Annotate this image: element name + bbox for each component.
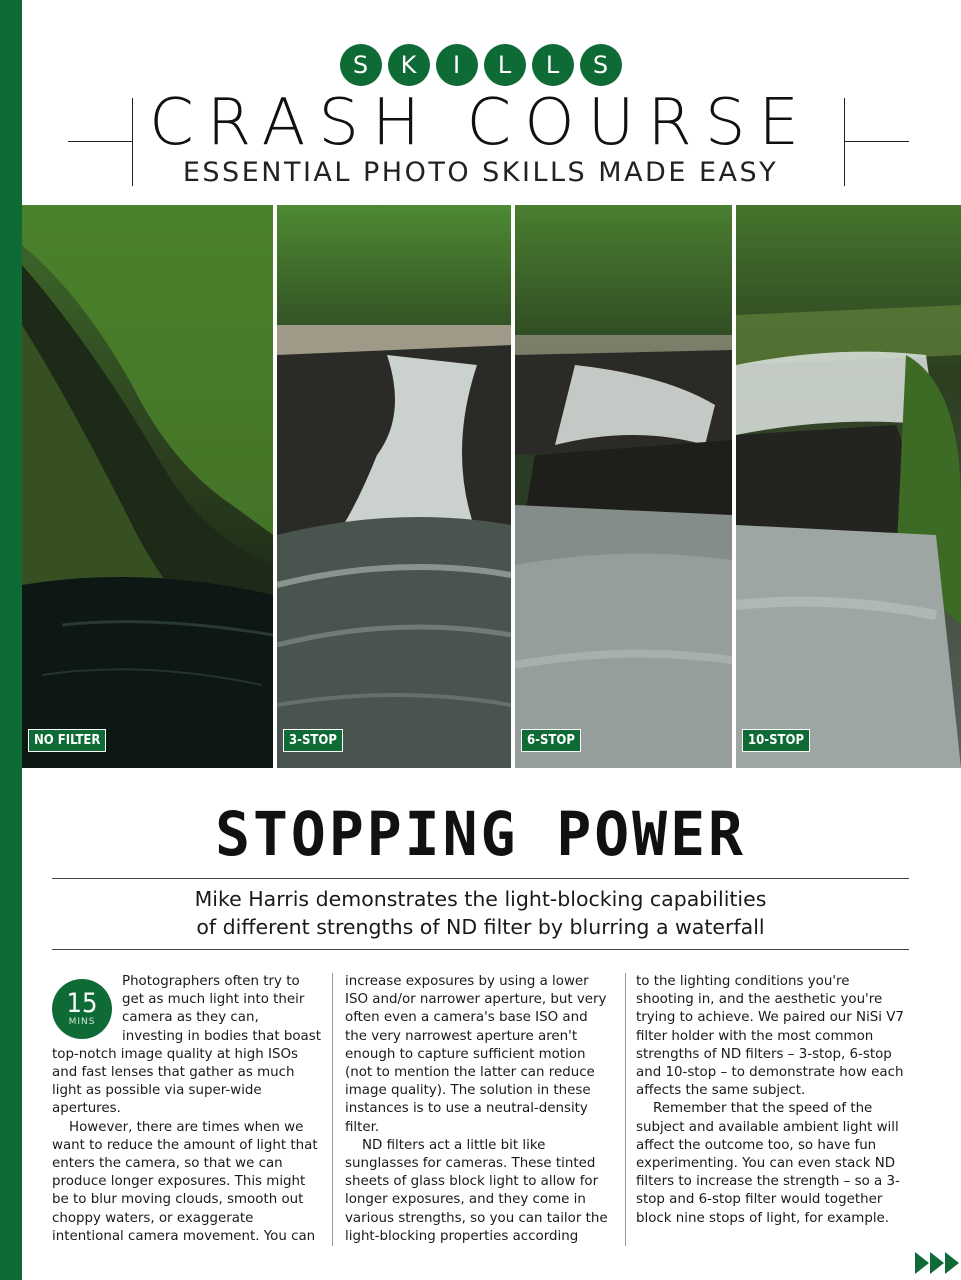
- skills-letter: S: [340, 44, 382, 86]
- skills-letter: L: [484, 44, 526, 86]
- photo-3-stop: [277, 205, 511, 768]
- article-column: [625, 973, 909, 1246]
- photo-label: 6-STOP: [521, 729, 581, 752]
- photo-no-filter: [22, 205, 273, 768]
- standfirst-line: of different strengths of ND filter by blurring a waterfall: [196, 915, 765, 939]
- paragraph: Remember that the speed of the subject and available ambient light will affect the outcome too, so have fun experimenting. You can even stack ND filters to increase the strength – so a 3-stop and 6-stop filter would together block nine stops of light, for example.: [636, 1101, 900, 1226]
- divider-rule: [52, 949, 909, 950]
- paragraph: ND filters act a little bit like sunglasses for cameras. These tinted sheets of glass block light to allow for longer exposures, and they come in various strengths, so you can tailor the light-blocking properties according: [345, 1137, 608, 1244]
- skills-letter: L: [532, 44, 574, 86]
- section-subtitle: ESSENTIAL PHOTO SKILLS MADE EASY: [182, 157, 779, 188]
- waterfall-photo-image: [515, 205, 732, 768]
- skills-letter: S: [580, 44, 622, 86]
- photo-label: 3-STOP: [283, 729, 343, 752]
- photo-label: 10-STOP: [742, 729, 810, 752]
- divider-rule: [52, 878, 909, 879]
- photo-10-stop: [736, 205, 961, 768]
- paragraph: However, there are times when we want to reduce the amount of light that enters the camera, so that we can produce longer exposures. This might be to blur moving clouds, smooth out choppy waters, or exaggerate intentional camera movement. You can: [52, 1119, 318, 1244]
- skills-badge: [0, 44, 961, 86]
- paragraph: increase exposures by using a lower ISO and/or narrower aperture, but very often even a camera's base ISO and the very narrowest aperture aren't enough to capture sufficient motion (not to mention the latter can reduce image quality). The solution in these instances is to use a neutral-density filter.: [345, 974, 607, 1135]
- next-page-arrows-icon[interactable]: [915, 1250, 959, 1276]
- waterfall-photo-strip: [22, 205, 961, 768]
- paragraph: Photographers often try to get as much light into their camera as they can, investing in bodies that boast top-notch image quality at high ISOs and fast lenses that gather as much light as possible via super-wide apertures.: [52, 974, 321, 1117]
- time-badge: [52, 979, 112, 1039]
- time-badge-number: 15: [66, 988, 98, 1019]
- skills-letter: I: [436, 44, 478, 86]
- time-badge-unit: MINS: [68, 1017, 96, 1027]
- section-title: CRASH COURSE: [149, 86, 812, 160]
- waterfall-photo-image: [736, 205, 961, 768]
- green-spine-bar: [0, 0, 22, 1280]
- waterfall-photo-image: [22, 205, 273, 768]
- article-headline: STOPPING POWER: [215, 798, 746, 870]
- article-body: [52, 973, 909, 1246]
- waterfall-photo-image: [277, 205, 511, 768]
- article-column: [52, 973, 332, 1246]
- photo-6-stop: [515, 205, 732, 768]
- paragraph: to the lighting conditions you're shooting in, and the aesthetic you're trying to achieve. We paired our NiSi V7 filter holder with the most common strengths of ND filters – 3-stop, 6-stop and 10-stop – to demonstrate how each affects the same subject.: [636, 974, 904, 1099]
- article-standfirst: [52, 885, 909, 941]
- article-column: [332, 973, 625, 1246]
- skills-letter: K: [388, 44, 430, 86]
- photo-label: NO FILTER: [28, 729, 106, 752]
- standfirst-line: Mike Harris demonstrates the light-blocking capabilities: [194, 887, 767, 911]
